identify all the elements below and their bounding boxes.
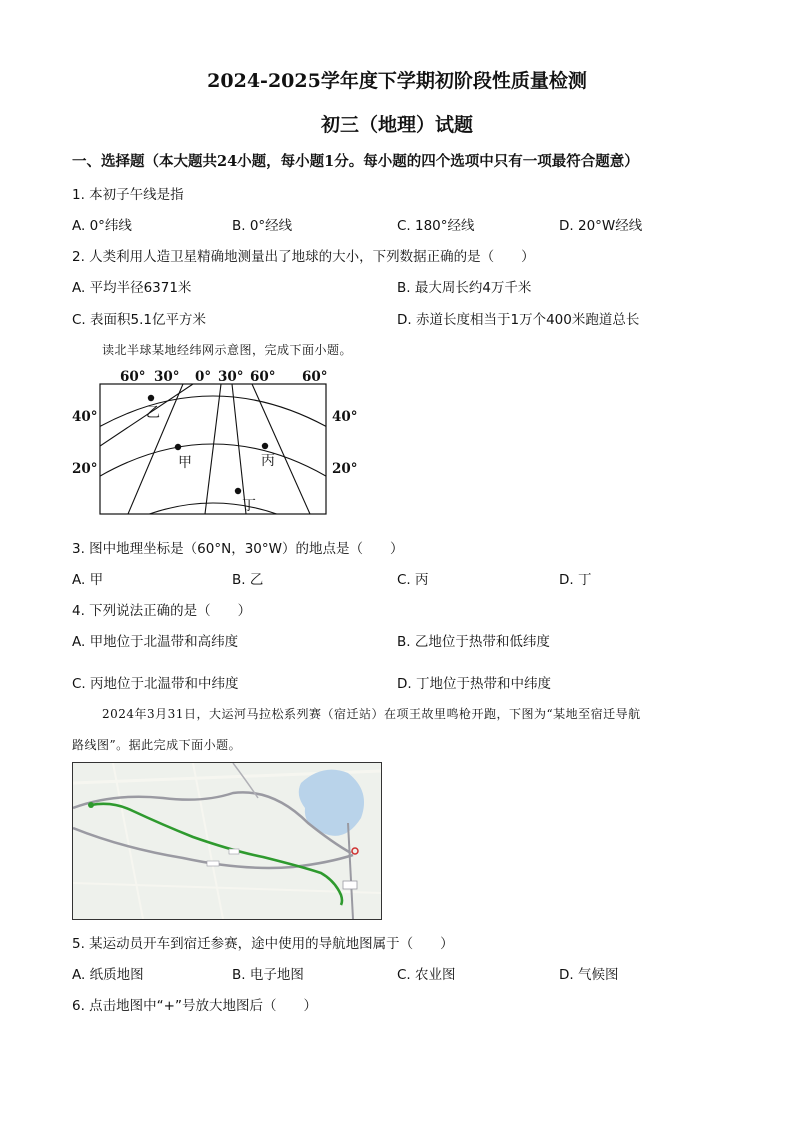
point-bing-dot: [262, 443, 268, 449]
top-label-3: 0°: [195, 369, 212, 385]
section-heading: 一、选择题（本大题共24小题，每小题1分。每小题的四个选项中只有一项最符合题意）: [72, 153, 639, 170]
question-4-stem: 4. 下列说法正确的是（ ）: [72, 603, 252, 619]
intro-nav-line1: 2024年3月31日，大运河马拉松系列赛（宿迁站）在项王故里鸣枪开跑，下图为“某地至宿迁导航: [102, 707, 641, 721]
q5-option-b: B. 电子地图: [232, 967, 304, 983]
q5-option-c: C. 农业图: [397, 967, 456, 983]
point-bing-label: 丙: [261, 453, 275, 469]
navigation-map: [72, 762, 382, 920]
point-ding-label: 丁: [242, 498, 256, 514]
q3-option-b: B. 乙: [232, 572, 264, 588]
point-ding-dot: [235, 488, 241, 494]
q4-option-d: D. 丁地位于热带和中纬度: [397, 676, 551, 692]
q1-option-c: C. 180°经线: [397, 218, 475, 234]
route-start-icon: [88, 802, 94, 808]
question-3-stem: 3. 图中地理坐标是（60°N，30°W）的地点是（ ）: [72, 541, 404, 557]
q3-option-d: D. 丁: [559, 572, 592, 588]
q2-option-a: A. 平均半径6371米: [72, 280, 192, 296]
q3-option-a: A. 甲: [72, 572, 104, 588]
question-1-stem: 1. 本初子午线是指: [72, 187, 184, 203]
top-label-1: 60°: [120, 369, 146, 385]
top-label-6: 60°: [302, 369, 328, 385]
q4-option-a: A. 甲地位于北温带和高纬度: [72, 634, 239, 650]
question-2-stem: 2. 人类利用人造卫星精确地测量出了地球的大小，下列数据正确的是（ ）: [72, 249, 535, 265]
question-5-stem: 5. 某运动员开车到宿迁参赛，途中使用的导航地图属于（ ）: [72, 936, 454, 952]
left-label-20: 20°: [72, 461, 98, 477]
point-jia-label: 甲: [178, 455, 192, 471]
right-label-20: 20°: [332, 461, 358, 477]
right-label-40: 40°: [332, 409, 358, 425]
point-yi-dot: [148, 395, 154, 401]
q1-option-a: A. 0°纬线: [72, 218, 132, 234]
navigation-map-graphic: [73, 763, 381, 919]
q2-option-c: C. 表面积5.1亿平方米: [72, 312, 206, 328]
q5-option-d: D. 气候图: [559, 967, 619, 983]
top-label-5: 60°: [250, 369, 276, 385]
question-6-stem: 6. 点击地图中“+”号放大地图后（ ）: [72, 998, 317, 1014]
q5-option-a: A. 纸质地图: [72, 967, 144, 983]
point-yi-label: 乙: [146, 405, 160, 421]
intro-nav-line2: 路线图”。据此完成下面小题。: [72, 738, 242, 752]
q2-option-d: D. 赤道长度相当于1万个400米跑道总长: [397, 312, 640, 328]
top-label-2: 30°: [154, 369, 180, 385]
intro-grid: 读北半球某地经纬网示意图，完成下面小题。: [102, 343, 353, 357]
point-jia-dot: [175, 444, 181, 450]
q2-option-b: B. 最大周长约4万千米: [397, 280, 532, 296]
q3-option-c: C. 丙: [397, 572, 429, 588]
page-subtitle: 初三（地理）试题: [320, 114, 473, 136]
q4-option-b: B. 乙地位于热带和低纬度: [397, 634, 550, 650]
page-title: 2024-2025学年度下学期初阶段性质量检测: [207, 70, 587, 92]
top-label-4: 30°: [218, 369, 244, 385]
q4-option-c: C. 丙地位于北温带和中纬度: [72, 676, 239, 692]
left-label-40: 40°: [72, 409, 98, 425]
graticule-diagram: [70, 366, 370, 518]
q1-option-d: D. 20°W经线: [559, 218, 643, 234]
q1-option-b: B. 0°经线: [232, 218, 293, 234]
